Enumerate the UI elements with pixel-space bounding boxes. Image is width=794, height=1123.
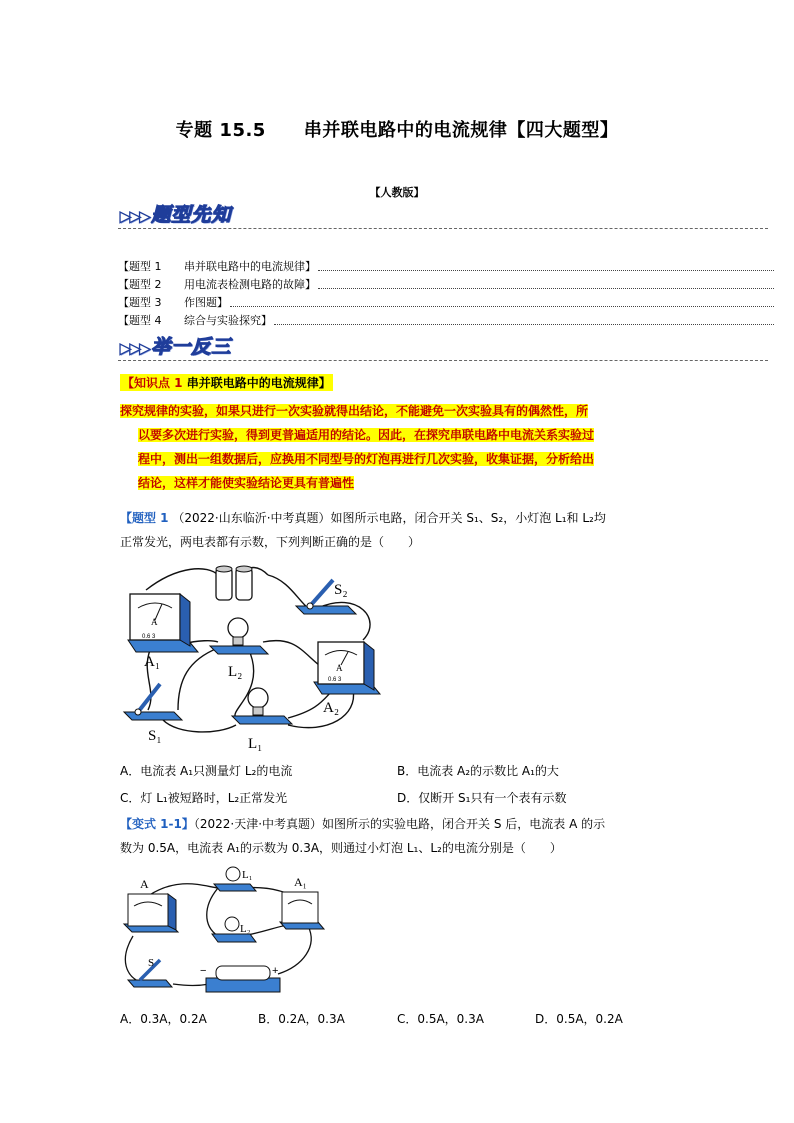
meter-letter: A [336, 663, 343, 673]
toc-item-3[interactable] [118, 294, 774, 312]
triple-arrow-icon: ▶▶▶ [120, 341, 150, 357]
knowledge-line-text: 结论，这样才能使实验结论更具有普遍性 [138, 476, 355, 490]
question-tag: 【变式 1-1】 [120, 817, 194, 831]
label-s2: S₂ [334, 582, 348, 598]
section-banner-2-text: 举一反三 [151, 336, 232, 358]
knowledge-line-text: 程中，测出一组数据后，应换用不同型号的灯泡再进行几次实验，收集证据，分析给出 [138, 452, 595, 466]
question-text: （2022·山东临沂·中考真题）如图所示电路，闭合开关 S₁、S₂，小灯泡 L₁和 L₂均 [172, 511, 606, 525]
section-banner-1-text: 题型先知 [151, 204, 232, 226]
edition-label: 【人教版】 [369, 186, 425, 199]
switch-s1-icon [124, 684, 182, 720]
question-2 [120, 812, 680, 860]
battery-icon [216, 566, 252, 600]
toc-label: 串并联电路中的电流规律】 [184, 260, 316, 273]
battery-icon [206, 966, 280, 992]
meter-letter: A [151, 617, 158, 627]
toc-label: 综合与实验探究】 [184, 314, 272, 327]
label-l1: L₁ [248, 736, 263, 752]
option-c[interactable]: C．0.5A，0.3A [397, 1012, 484, 1026]
section-banner-2 [120, 332, 231, 359]
circuit-figure-1 [118, 560, 388, 755]
question-text: 数为 0.5A，电流表 A₁的示数为 0.3A，则通过小灯泡 L₁、L₂的电流分别是（ ） [120, 841, 562, 855]
lamp-l1-icon [232, 688, 292, 724]
option-b[interactable]: B．0.2A，0.3A [258, 1012, 345, 1026]
knowledge-line [120, 399, 676, 423]
lamp-l2-icon [210, 618, 268, 654]
knowledge-line-text: 以要多次进行实验，得到更普遍适用的结论。因此，在探究串联电路中电流关系实验过 [138, 428, 595, 442]
section-banner-1 [120, 200, 231, 227]
option-c[interactable]: C．灯 L₁被短路时，L₂正常发光 [120, 791, 288, 805]
question-1 [120, 506, 680, 554]
title-code: 专题 15.5 [175, 120, 266, 141]
label-a: A [140, 877, 149, 891]
knowledge-line [120, 471, 676, 495]
knowledge-line-text: 探究规律的实验，如果只进行一次实验就得出结论，不能避免一次实验具有的偶然性，所 [120, 404, 589, 418]
label-s1: S₁ [148, 728, 162, 744]
option-a[interactable]: A．0.3A，0.2A [120, 1012, 207, 1026]
triple-arrow-icon: ▶▶▶ [120, 209, 150, 225]
toc-label: 作图题】 [184, 296, 228, 309]
option-d[interactable]: D．0.5A，0.2A [535, 1012, 623, 1026]
option-a[interactable]: A．电流表 A₁只测量灯 L₂的电流 [120, 764, 293, 778]
knowledge-body [120, 399, 676, 495]
ammeter-a2-icon [314, 642, 380, 694]
question-text: （2022·天津·中考真题）如图所示的实验电路，闭合开关 S 后，电流表 A 的示 [193, 817, 606, 831]
toc-leader [318, 258, 774, 271]
ammeter-a-icon [124, 894, 178, 932]
knowledge-title-text: 串并联电路中的电流规律】 [186, 376, 331, 390]
toc-leader [274, 312, 774, 325]
toc-num: 【题型 2 [118, 278, 162, 291]
circuit-figure-2 [118, 866, 328, 1001]
question-text: 正常发光，两电表都有示数，下列判断正确的是（ ） [120, 535, 421, 549]
label-minus: − [200, 965, 207, 977]
toc-item-1[interactable] [118, 258, 774, 276]
knowledge-title [120, 374, 333, 391]
section-divider [118, 360, 768, 361]
toc-label: 用电流表检测电路的故障】 [184, 278, 316, 291]
question-tag: 【题型 1 [120, 511, 169, 525]
toc-leader [318, 276, 774, 289]
meter-scale: 0.6 3 [142, 634, 156, 640]
knowledge-tag: 【知识点 1 [122, 376, 183, 390]
toc-leader [230, 294, 774, 307]
option-b[interactable]: B．电流表 A₂的示数比 A₁的大 [397, 764, 559, 778]
title-text: 串并联电路中的电流规律【四大题型】 [303, 120, 619, 141]
ammeter-a1-icon [280, 892, 324, 929]
knowledge-line [120, 447, 676, 471]
label-l2: L₂ [240, 923, 251, 935]
label-l1: L₁ [242, 869, 253, 881]
option-d[interactable]: D．仅断开 S₁只有一个表有示数 [397, 791, 567, 805]
toc-item-4[interactable] [118, 312, 774, 330]
toc-num: 【题型 4 [118, 314, 162, 327]
label-a1: A₁ [294, 875, 307, 889]
toc-item-2[interactable] [118, 276, 774, 294]
meter-scale: 0.6 3 [328, 677, 342, 683]
label-a1: A₁ [144, 654, 161, 670]
page-title [0, 116, 794, 142]
label-a2: A₂ [323, 700, 340, 716]
label-s: S [148, 957, 155, 969]
label-plus: + [272, 965, 279, 977]
toc-num: 【题型 3 [118, 296, 162, 309]
knowledge-line [120, 423, 676, 447]
toc-num: 【题型 1 [118, 260, 162, 273]
label-l2: L₂ [228, 664, 243, 680]
ammeter-a1-icon [128, 594, 198, 652]
section-divider [118, 228, 768, 229]
